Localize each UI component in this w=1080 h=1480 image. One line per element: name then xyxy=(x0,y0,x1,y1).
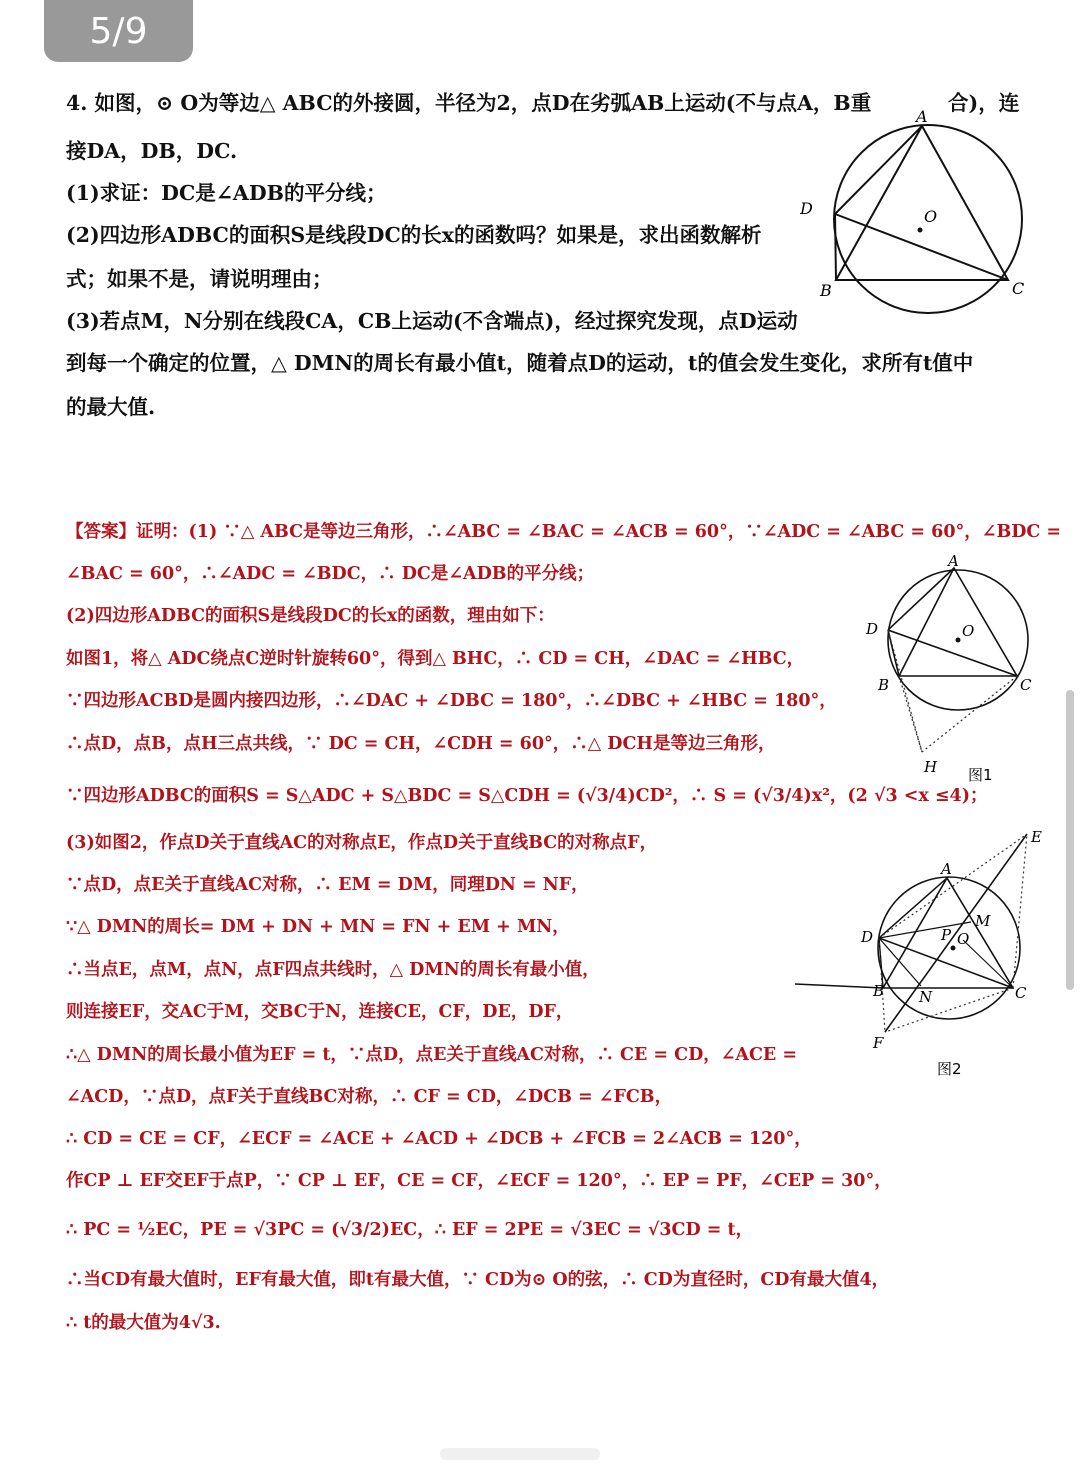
bottom-indicator xyxy=(440,1448,600,1460)
fig2-center-point xyxy=(951,946,956,951)
answer-figure-1 xyxy=(862,552,1042,792)
answer-line-4: 如图1，将△ ADC绕点C逆时针旋转60°，得到△ BHC，∴ CD = CH，∠DAC = ∠HBC， xyxy=(66,649,805,669)
fig1-label-h: H xyxy=(924,758,938,776)
question-figure xyxy=(800,104,1040,336)
label-c: C xyxy=(1012,279,1025,298)
fig2-label-p: P xyxy=(941,926,952,944)
answer-line-18: ∴当CD有最大值时，EF有最大值，即t有最大值，∵ CD为⊙ O的弦，∴ CD为直径时，CD有最大值4， xyxy=(66,1270,890,1290)
fig1-label-a: A xyxy=(948,552,959,570)
question-line-1: 4. 如图，⊙ O为等边△ ABC的外接圆，半径为2，点D在劣弧AB上运动(不与点A，B重 xyxy=(66,91,872,115)
answer-line-13: ∴△ DMN的周长最小值为EF = t，∵点D，点E关于直线AC对称，∴ CE = CD，∠ACE = xyxy=(66,1045,798,1065)
question-line-1-tail: 合)，连 xyxy=(948,91,1020,115)
question-line-2: 接DA，DB，DC. xyxy=(66,139,238,163)
fig2-extension-line xyxy=(795,984,883,988)
fig1-caption: 图1 xyxy=(968,766,993,784)
fig2-label-o: O xyxy=(957,930,970,948)
fig2-segment-de xyxy=(879,834,1027,938)
fig2-label-n: N xyxy=(919,988,933,1006)
label-b: B xyxy=(820,281,832,300)
question-line-8: 的最大值. xyxy=(66,395,156,419)
fig1-label-o: O xyxy=(962,622,975,640)
question-line-5: 式；如果不是，请说明理由； xyxy=(66,267,333,291)
answer-line-2: ∠BAC = 60°，∴∠ADC = ∠BDC，∴ DC是∠ADB的平分线； xyxy=(66,564,595,584)
fig1-label-c: C xyxy=(1020,676,1032,694)
fig2-label-b: B xyxy=(873,982,885,1000)
fig1-segment-dc xyxy=(888,630,1017,676)
label-o: O xyxy=(924,207,938,226)
answer-line-16: 作CP ⊥ EF交EF于点P，∵ CP ⊥ EF，CE = CF，∠ECF = 120°，∴ EP = PF，∠CEP = 30°， xyxy=(66,1171,892,1191)
fig1-label-d: D xyxy=(866,620,879,638)
fig1-center-point xyxy=(956,638,961,643)
fig2-segment-ce xyxy=(1013,834,1027,988)
fig2-label-e: E xyxy=(1031,828,1042,846)
fig1-segment-ch xyxy=(922,676,1017,752)
answer-line-8: (3)如图2，作点D关于直线AC的对称点E，作点D关于直线BC的对称点F， xyxy=(66,833,658,853)
fig2-label-d: D xyxy=(861,928,874,946)
fig1-label-b: B xyxy=(878,676,890,694)
answer-line-1: 【答案】证明：(1) ∵△ ABC是等边三角形，∴∠ABC = ∠BAC = ∠ACB = 60°，∵∠ADC = ∠ABC = 60°，∠BDC = xyxy=(66,522,1062,542)
page-indicator: 5/9 xyxy=(44,0,193,62)
answer-line-15: ∴ CD = CE = CF，∠ECF = ∠ACE + ∠ACD + ∠DCB + ∠FCB = 2∠ACB = 120°， xyxy=(66,1129,812,1149)
segment-dc xyxy=(835,214,1008,280)
answer-line-3: (2)四边形ADBC的面积S是线段DC的长x的函数，理由如下： xyxy=(66,606,555,626)
answer-line-11: ∴当点E，点M，点N，点F四点共线时，△ DMN的周长有最小值， xyxy=(66,960,600,980)
label-a: A xyxy=(916,107,928,126)
answer-line-7: ∵四边形ADBC的面积S = S△ADC + S△BDC = S△CDH = (√3/4)CD²，∴ S = (√3/4)x²，(2 √3 <x ≤4)； xyxy=(66,786,988,806)
fig1-segment-da xyxy=(888,568,954,630)
triangle-abc xyxy=(836,126,1008,280)
segment-db xyxy=(835,214,836,280)
answer-line-19: ∴ t的最大值为4√3. xyxy=(66,1313,221,1333)
answer-figure-2 xyxy=(795,826,1055,1086)
question-line-4: (2)四边形ADBC的面积S是线段DC的长x的函数吗？如果是，求出函数解析 xyxy=(66,223,762,247)
fig1-segment-bh xyxy=(899,676,922,752)
fig2-segment-cf xyxy=(885,988,1013,1032)
fig2-label-a: A xyxy=(941,860,952,878)
fig2-caption: 图2 xyxy=(937,1060,962,1078)
fig2-label-m: M xyxy=(975,912,991,930)
answer-line-5: ∵四边形ACBD是圆内接四边形，∴∠DAC + ∠DBC = 180°，∴∠DBC + ∠HBC = 180°， xyxy=(66,691,837,711)
label-d: D xyxy=(800,199,813,218)
question-line-7: 到每一个确定的位置，△ DMN的周长有最小值t，随着点D的运动，t的值会发生变化，求所有t值中 xyxy=(66,351,974,375)
scrollbar[interactable] xyxy=(1066,690,1074,990)
fig2-segment-dc xyxy=(879,938,1013,988)
fig2-circle xyxy=(878,877,1020,1019)
fig2-label-c: C xyxy=(1015,984,1027,1002)
answer-line-17: ∴ PC = ½EC，PE = √3PC = (√3/2)EC，∴ EF = 2PE = √3EC = √3CD = t， xyxy=(66,1220,754,1240)
question-line-6: (3)若点M，N分别在线段CA，CB上运动(不含端点)，经过探究发现，点D运动 xyxy=(66,309,798,333)
answer-line-12: 则连接EF，交AC于M，交BC于N，连接CE，CF，DE，DF， xyxy=(66,1002,574,1022)
fig2-label-f: F xyxy=(873,1034,884,1052)
question-line-3: (1)求证：DC是∠ADB的平分线； xyxy=(66,181,387,205)
center-point xyxy=(918,228,923,233)
answer-line-9: ∵点D，点E关于直线AC对称，∴ EM = DM，同理DN = NF， xyxy=(66,875,589,895)
answer-line-10: ∵△ DMN的周长= DM + DN + MN = FN + EM + MN， xyxy=(66,917,570,937)
answer-line-6: ∴点D，点B，点H三点共线，∵ DC = CH，∠CDH = 60°，∴△ DCH是等边三角形， xyxy=(66,734,776,754)
answer-line-14: ∠ACD，∵点D，点F关于直线BC对称，∴ CF = CD，∠DCB = ∠FCB， xyxy=(66,1087,673,1107)
